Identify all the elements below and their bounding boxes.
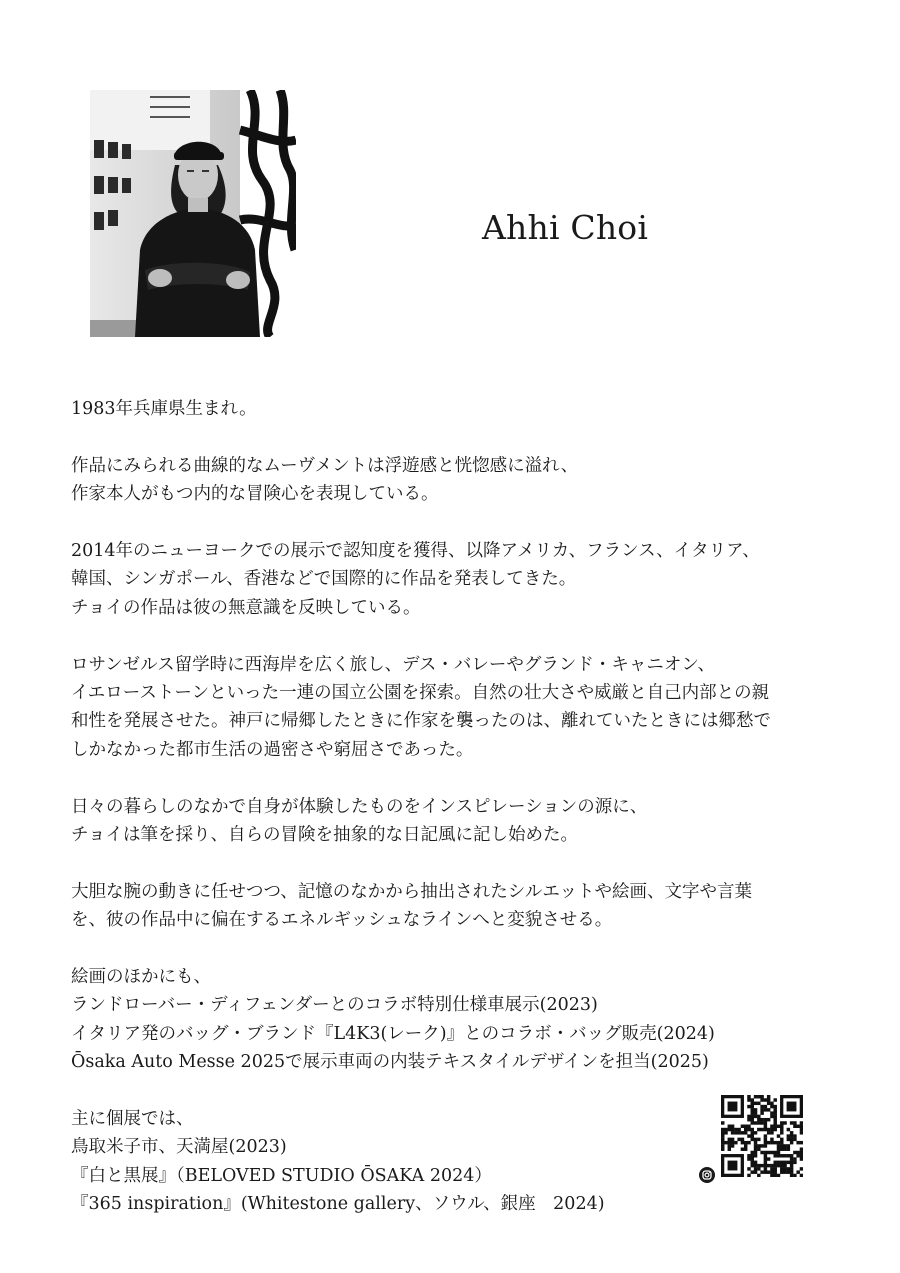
bio-line: 絵画のほかにも、 [71,967,211,988]
artist-name: Ahhi Choi [482,208,649,247]
bio-line: を、彼の作品中に偏在するエネルギッシュなラインへと変貌させる。 [71,910,613,931]
bio-line: 2014年のニューヨークでの展示で認知度を獲得、以降アメリカ、フランス、イタリア、 [71,541,760,561]
bio-collaborations [71,963,831,1077]
exhibition-item: 『白と黒展』（BELOVED STUDIO ŌSAKA 2024） [71,1165,492,1186]
bio-line: 主に個展では、 [71,1109,194,1130]
instagram-icon[interactable] [699,1167,715,1183]
exhibition-item: 鳥取米子市、天満屋(2023) [71,1137,287,1158]
bio-paragraph-style [71,452,831,509]
bio-line: 日々の暮らしのなかで自身が体験したものをインスピレーションの源に、 [71,796,648,817]
bio-line: 作家本人がもつ内的な冒険心を表現している。 [71,484,439,505]
bio-birth: 1983年兵庫県生まれ。 [71,399,257,419]
qr-code[interactable] [721,1095,803,1177]
exhibition-item: 『365 inspiration』(Whitestone gallery、ソウル、銀座 2024) [71,1194,605,1215]
collaboration-item: ランドローバー・ディフェンダーとのコラボ特別仕様車展示(2023) [71,995,598,1016]
artist-biography [71,395,831,1219]
bio-paragraph-inspiration [71,793,831,850]
bio-line: 和性を発展させた。神戸に帰郷したときに作家を襲ったのは、離れていたときには郷愁で [71,711,771,732]
bio-line: イエローストーンといった一連の国立公園を探索。自然の壮大さや威厳と自己内部との親 [71,683,770,704]
bio-paragraph-los-angeles [71,651,831,765]
bio-paragraph-technique [71,878,831,935]
bio-solo-exhibitions [71,1105,831,1219]
bio-line: 韓国、シンガポール、香港などで国際的に作品を発表してきた。 [71,569,577,590]
bio-line: チョイは筆を採り、自らの冒険を抽象的な日記風に記し始めた。 [71,825,578,846]
collaboration-item: イタリア発のバッグ・ブランド『L4K3(レーク)』とのコラボ・バッグ販売(2024) [71,1023,715,1044]
bio-line: チョイの作品は彼の無意識を反映している。 [71,597,421,618]
bio-line: 大胆な腕の動きに任せつつ、記憶のなかから抽出されたシルエットや絵画、文字や言葉 [71,881,753,902]
collaboration-item: Ōsaka Auto Messe 2025で展示車両の内装テキスタイルデザインを担当(2025) [71,1052,709,1073]
artist-portrait-photo [90,90,296,337]
bio-line: ロサンゼルス留学時に西海岸を広く旅し、デス・バレーやグランド・キャニオン、 [71,654,715,675]
bio-line: しかなかった都市生活の過密さや窮屈さであった。 [71,739,474,760]
bio-paragraph-international [71,537,831,622]
bio-line: 作品にみられる曲線的なムーヴメントは浮遊感と恍惚感に溢れ、 [71,455,579,476]
